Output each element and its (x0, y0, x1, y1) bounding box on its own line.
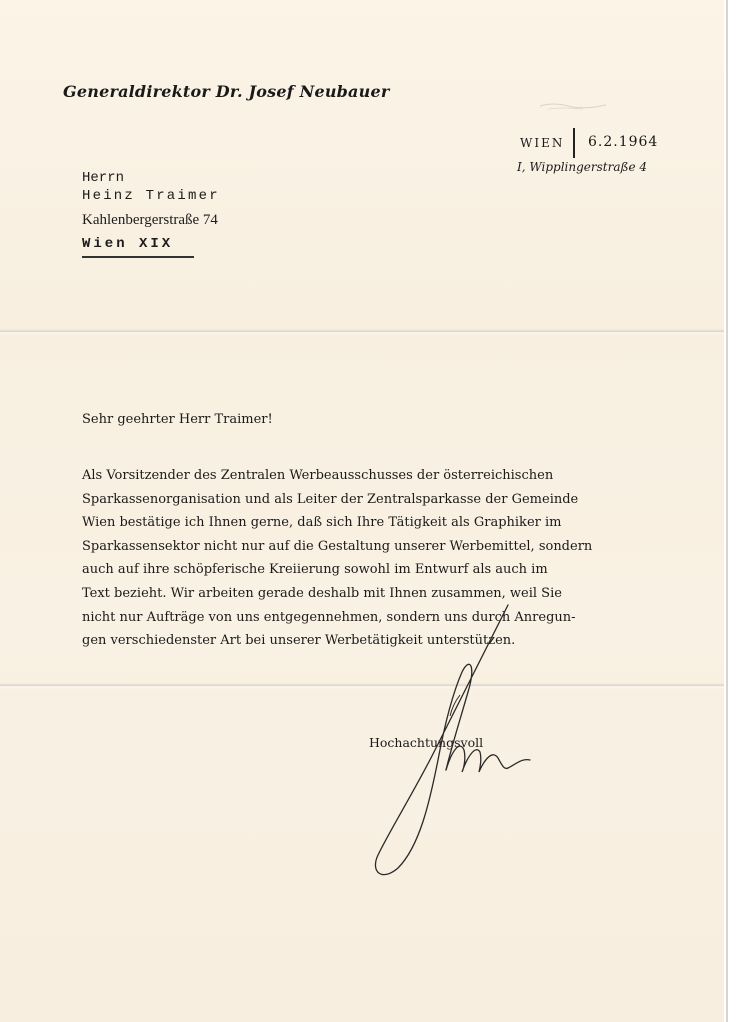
body-line: Als Vorsitzender des Zentralen Werbeausschusses der österreichischen (82, 468, 554, 483)
body-line: Sparkassenorganisation und als Leiter der Zentralsparkasse der Gemeinde (82, 491, 579, 507)
recipient-line-4: Wien XIX (82, 236, 174, 252)
salutation: Sehr geehrter Herr Traimer! (82, 412, 273, 427)
body-line: Text bezieht. Wir arbeiten gerade deshalb mit Ihnen zusammen, weil Sie (82, 585, 562, 601)
faint-stamp-mark (538, 100, 608, 112)
sender-city: WIEN (520, 136, 565, 150)
body-line: nicht nur Aufträge von uns entgegennehmen, sondern uns durch Anregun- (82, 609, 576, 625)
body-line: gen verschiedenster Art bei unserer Werbetätigkeit unterstützen. (82, 633, 516, 649)
body-line: Wien bestätige ich Ihnen gerne, daß sich Ihre Tätigkeit als Graphiker im (82, 515, 562, 531)
page-edge-line (726, 0, 728, 1022)
letter-date: 6.2.1964 (588, 134, 659, 150)
recipient-line-3: Kahlenbergerstraße 74 (82, 212, 218, 228)
letterhead-title: Generaldirektor Dr. Josef Neubauer (63, 82, 390, 101)
fold-crease-top (0, 329, 724, 335)
sender-street: I, Wipplingerstraße 4 (517, 160, 648, 174)
recipient-underline (82, 256, 194, 258)
recipient-line-2: Heinz Traimer (82, 188, 220, 204)
closing: Hochachtungsvoll (369, 735, 484, 750)
body-line: Sparkassensektor nicht nur auf die Gestaltung unserer Werbemittel, sondern (82, 538, 593, 554)
header-divider (573, 128, 575, 158)
body-line: auch auf ihre schöpferische Kreiierung sowohl im Entwurf als auch im (82, 562, 548, 578)
handwritten-signature-icon (360, 600, 560, 890)
recipient-line-1: Herrn (82, 170, 125, 186)
